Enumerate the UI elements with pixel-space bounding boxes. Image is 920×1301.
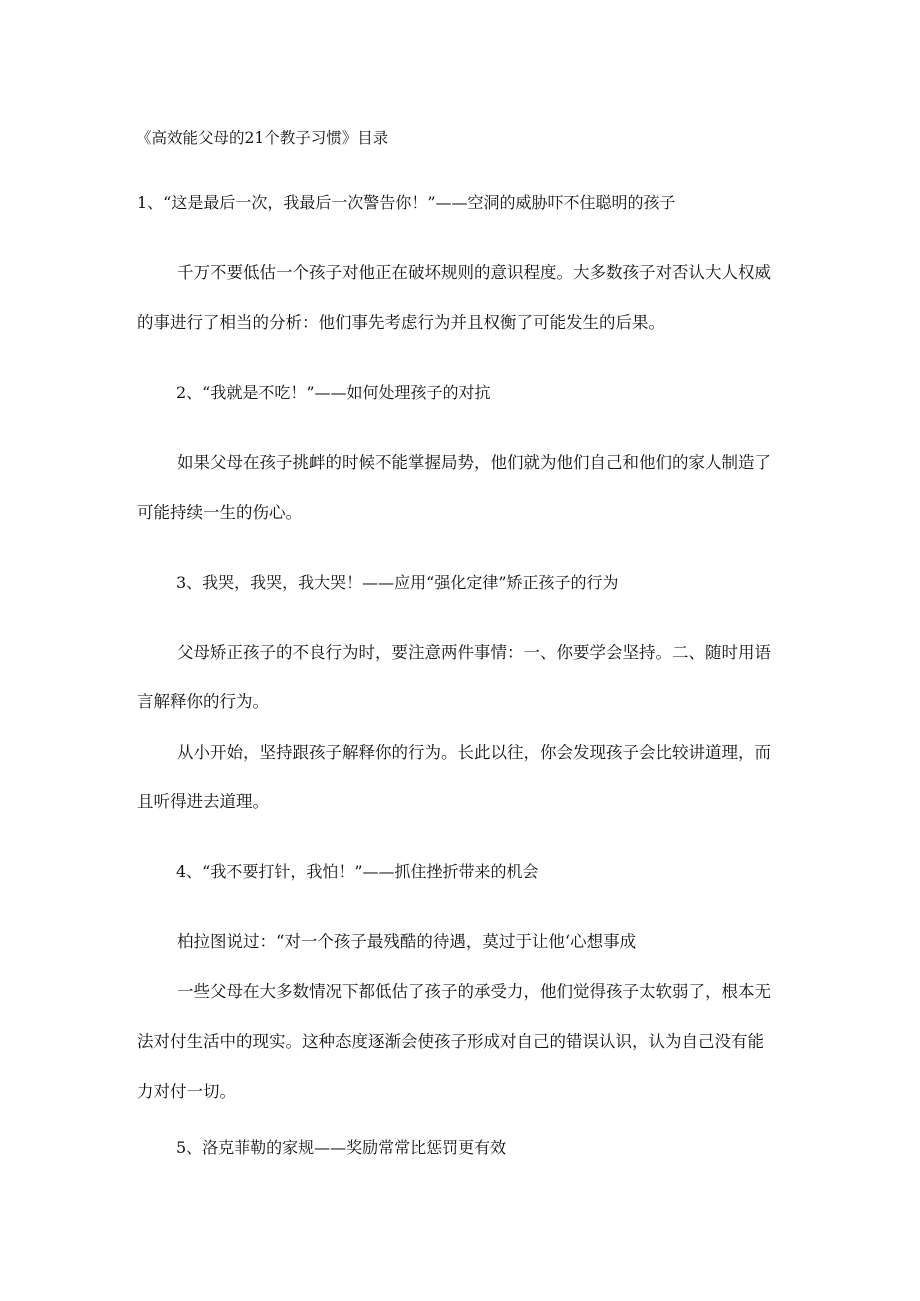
paragraph-line: 父母矫正孩子的不良行为时，要注意两件事情：一、你要学会坚持。二、随时用语 xyxy=(177,643,771,662)
paragraph-line: 且听得进去道理。 xyxy=(137,792,269,811)
paragraph-line: 从小开始，坚持跟孩子解释你的行为。长此以往，你会发现孩子会比较讲道理，而 xyxy=(177,743,771,762)
paragraph-line: 柏拉图说过：“对一个孩子最残酷的待遇，莫过于让他‘心想事成 xyxy=(177,932,637,951)
paragraph-line: 一些父母在大多数情况下都低估了孩子的承受力，他们觉得孩子太软弱了，根本无 xyxy=(177,982,771,1001)
section-heading-5: 5、洛克菲勒的家规——奖励常常比惩罚更有效 xyxy=(176,1138,507,1157)
paragraph-line: 法对付生活中的现实。这种态度逐渐会使孩子形成对自己的错误认识，认为自己没有能 xyxy=(137,1032,764,1051)
paragraph-line: 的事进行了相当的分析：他们事先考虑行为并且权衡了可能发生的后果。 xyxy=(137,313,665,332)
paragraph-line: 力对付一切。 xyxy=(137,1082,236,1101)
section-heading-4: 4、“我不要打针，我怕！”——抓住挫折带来的机会 xyxy=(176,862,539,881)
document-title: 《高效能父母的21个教子习惯》目录 xyxy=(136,129,389,147)
section-heading-3: 3、我哭，我哭，我大哭！——应用“强化定律”矫正孩子的行为 xyxy=(176,573,619,592)
section-heading-2: 2、“我就是不吃！”——如何处理孩子的对抗 xyxy=(176,383,491,402)
paragraph-line: 言解释你的行为。 xyxy=(137,692,269,711)
paragraph-line: 如果父母在孩子挑衅的时候不能掌握局势，他们就为他们自己和他们的家人制造了 xyxy=(177,453,771,472)
paragraph-line: 可能持续一生的伤心。 xyxy=(137,503,302,522)
paragraph-line: 千万不要低估一个孩子对他正在破坏规则的意识程度。大多数孩子对否认大人权威 xyxy=(177,263,771,282)
section-heading-1: 1、“这是最后一次，我最后一次警告你！”——空洞的威胁吓不住聪明的孩子 xyxy=(137,193,676,212)
